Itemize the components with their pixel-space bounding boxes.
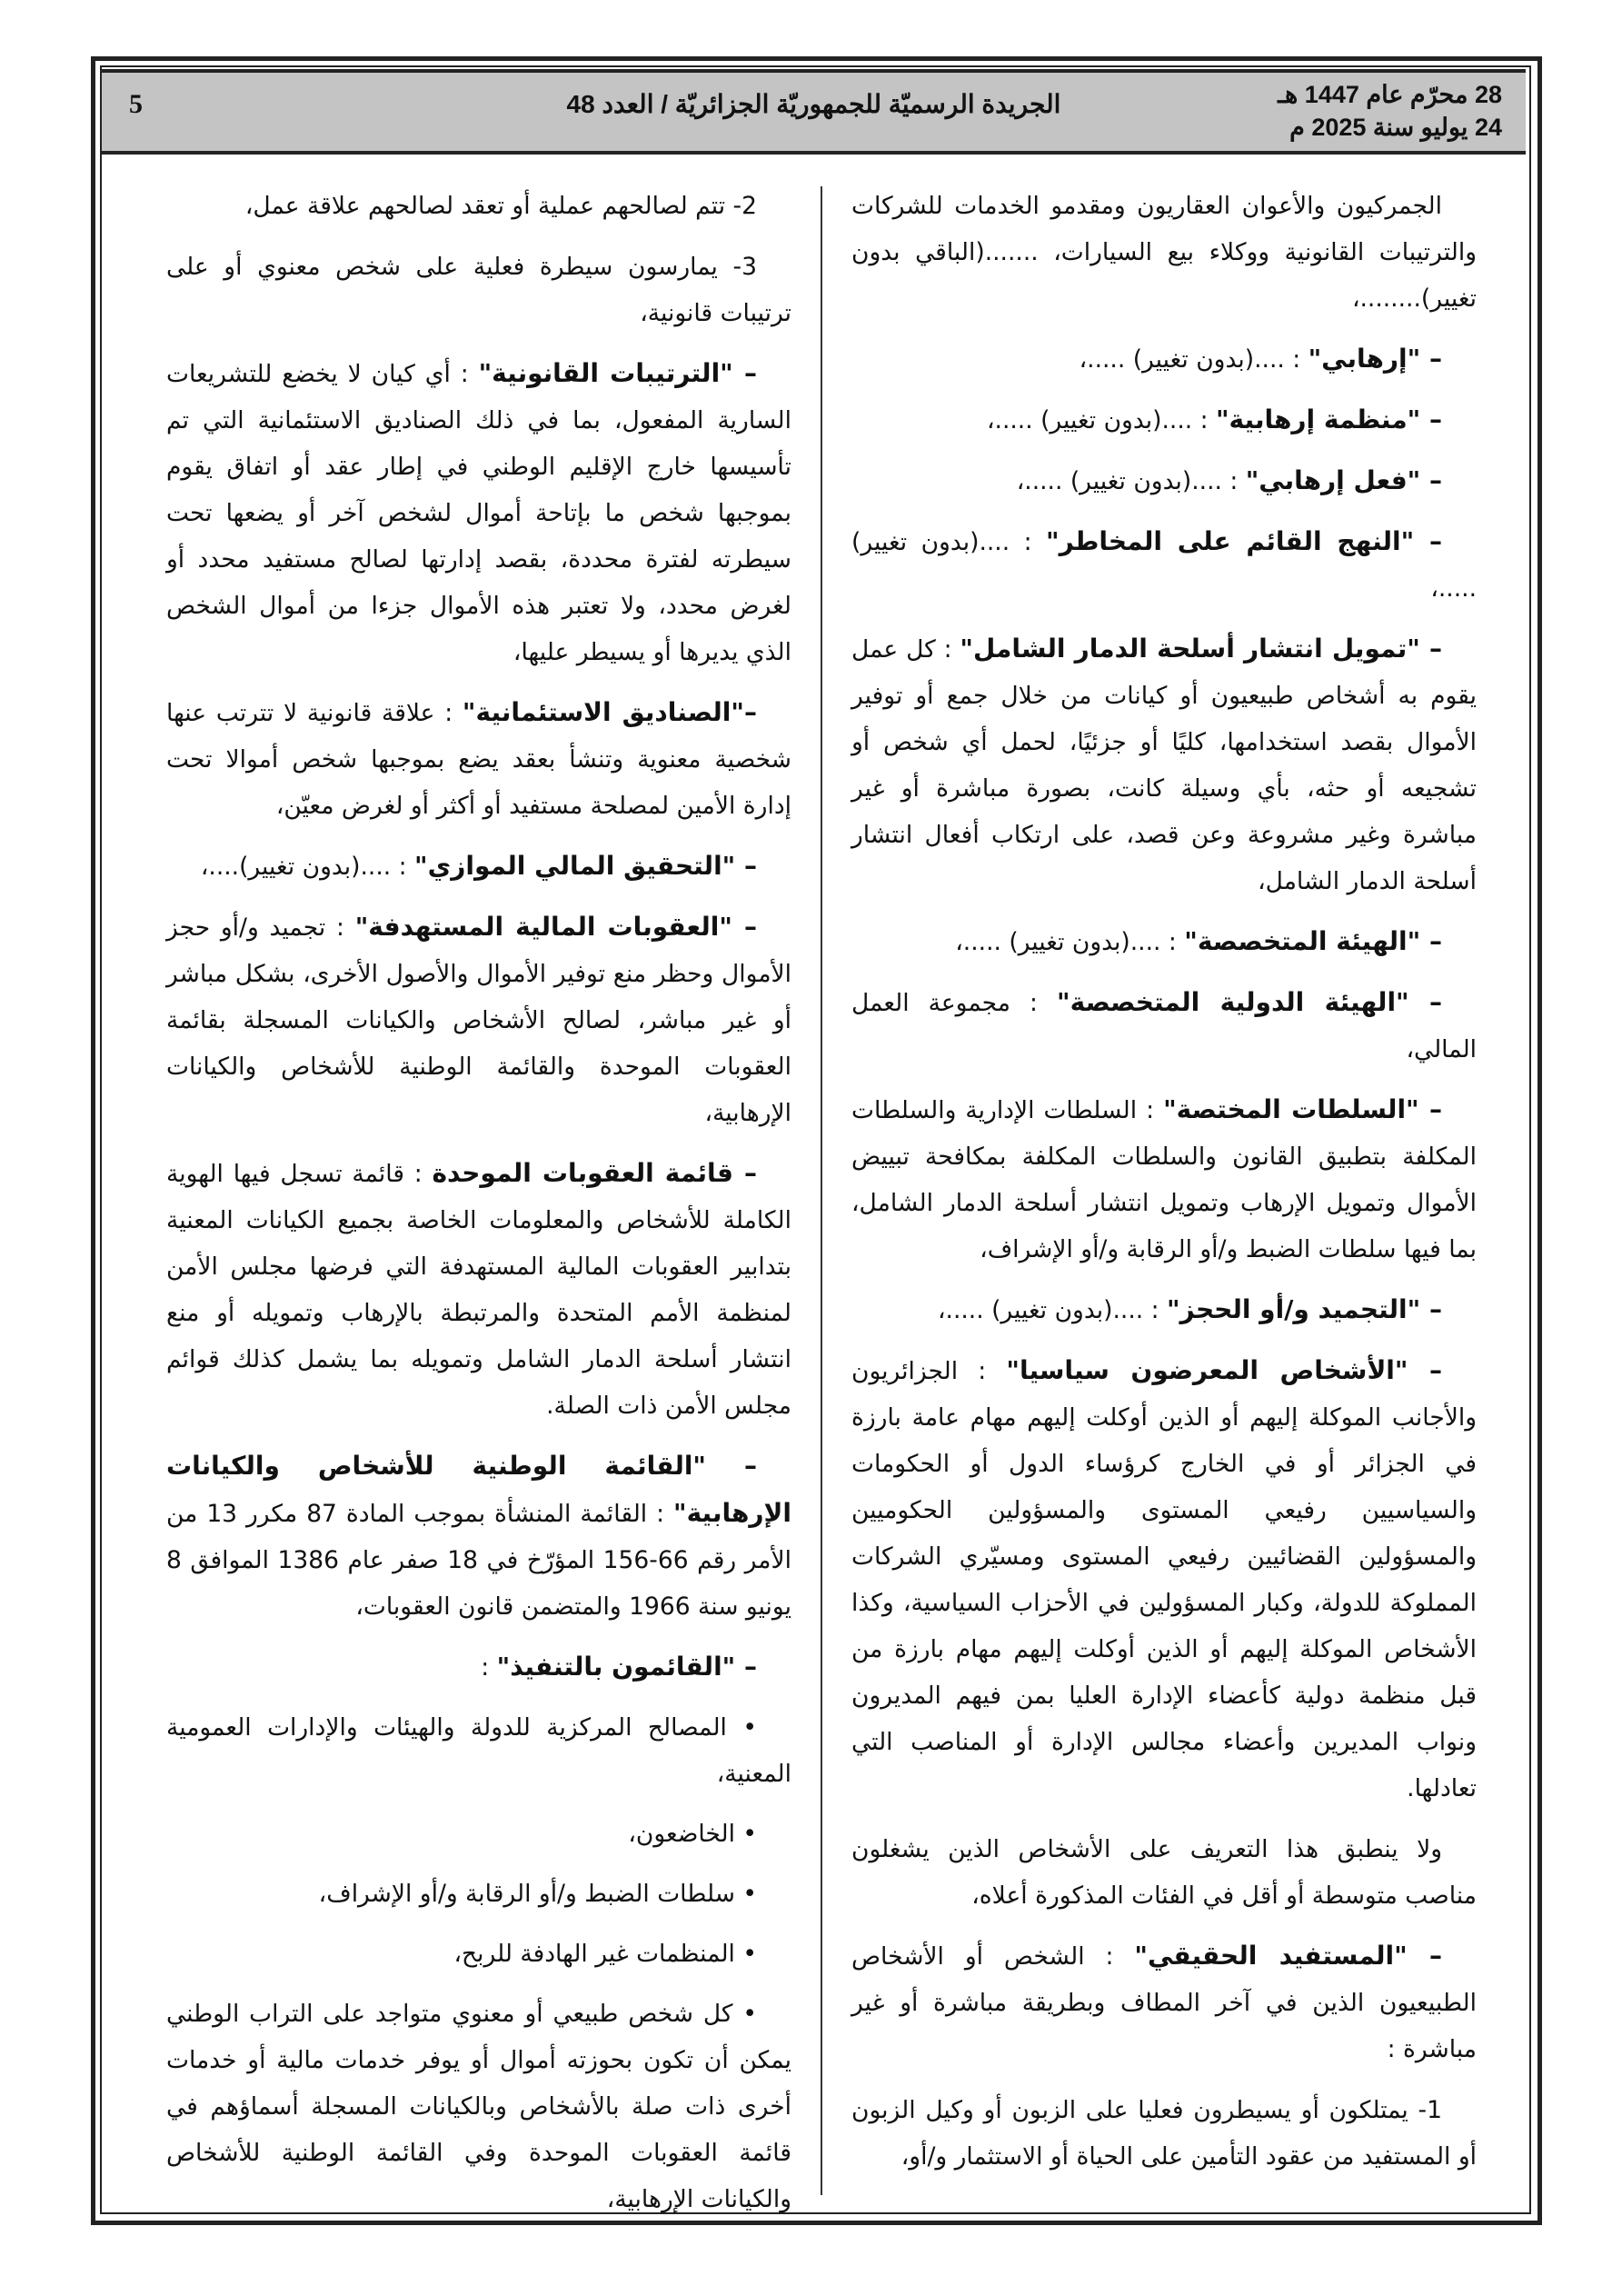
paragraph [851,457,1477,504]
paragraph [851,1286,1477,1333]
defined-term: – "تمويل انتشار أسلحة الدمار الشامل" [960,634,1442,664]
paragraph-text: : علاقة قانونية لا تترتب عنها شخصية معنوية وتنشأ بعقد يضع بموجبها شخص أموالا تحت إدارة الأمين لمصلحة مستفيد أو أكثر أو لغرض معيّن، [166,699,791,820]
paragraph [166,1442,791,1630]
paragraph [166,689,791,829]
defined-term: – قائمة العقوبات الموحدة [432,1158,758,1188]
paragraph [166,1643,791,1691]
right-column [851,182,1477,2193]
defined-term: – "العقوبات المالية المستهدفة" [354,912,758,942]
paragraph-text: 2- تتم لصالحهم عملية أو تعقد لصالحهم علاقة عمل، [244,192,757,220]
defined-term: – "القائمون بالتنفيذ" [496,1652,757,1682]
defined-term: – "القائمة الوطنية للأشخاص والكيانات الإرهابية" [166,1451,791,1528]
paragraph-text: : كل عمل يقوم به أشخاص طبيعيون أو كيانات من خلال جمع أو توفير الأموال بقصد استخدامها، كليًا أو جزئيًا، لحمل أي شخص أو تشجيعه أو حثه، بأي وسيلة كانت، بصورة مباشرة أو غير مباشرة وغير مشروعة وعن قصد، على ارتكاب أفعال انتشار أسلحة الدمار الشامل، [851,635,1477,895]
paragraph [851,335,1477,383]
defined-term: – "السلطات المختصة" [1163,1094,1442,1124]
paragraph [851,1347,1477,1812]
gazette-title: الجريدة الرسميّة للجمهوريّة الجزائريّة / العدد 48 [566,90,1061,118]
paragraph-text: : [481,1653,497,1682]
paragraph-text: : ....(بدون تغيير) .....، [851,528,1477,603]
paragraph-text: : القائمة المنشأة بموجب المادة 87 مكرر 13 من الأمر رقم 66-156 المؤرّخ في 18 صفر عام 1386 الموافق 8 يونيو سنة 1966 والمتضمن قانون العقوبات، [166,1500,791,1621]
defined-term: – "المستفيد الحقيقي" [1134,1941,1442,1971]
date-gregorian: 24 يوليو سنة 2025 م [1289,114,1502,141]
paragraph-text: : الشخص أو الأشخاص الطبيعيون الذين في آخر المطاف وبطريقة مباشرة أو غير مباشرة : [851,1942,1477,2063]
paragraph [851,1932,1477,2072]
paragraph-text: : ....(بدون تغيير) .....، [937,1296,1167,1324]
paragraph-text: : السلطات الإدارية والسلطات المكلفة بتطبيق القانون والسلطات المكلفة بمكافحة تبييض الأموال وتمويل الإرهاب وتمويل انتشار أسلحة الدمار الشامل، بما فيها سلطات الضبط و/أو الرقابة و/أو الإشراف، [851,1096,1477,1263]
paragraph [166,182,791,229]
defined-term: – "الهيئة الدولية المتخصصة" [1057,987,1443,1017]
paragraph-text: : ....(بدون تغيير) .....، [1016,467,1246,495]
paragraph-text: : قائمة تسجل فيها الهوية الكاملة للأشخاص والمعلومات الخاصة بجميع الكيانات المعنية بتدابير العقوبات المالية المستهدفة التي فرضها مجلس الأمن لمنظمة الأمم المتحدة والمرتبطة بالإرهاب وتمويله أو منع انتشار أسلحة الدمار الشامل وتمويله بما يشمل كذلك قوائم مجلس الأمن ذات الصلة. [166,1160,791,1420]
paragraph-text: : ....(بدون تغيير) .....، [1079,345,1309,374]
bullet-item: • كل شخص طبيعي أو معنوي متواجد على التراب الوطني يمكن أن تكون بحوزته أموال أو يوفر خدمات مالية أو خدمات أخرى ذات صلة بالأشخاص وبالكيانات المسجلة أسماؤهم في قائمة العقوبات الموحدة وفي القائمة الوطنية للأشخاص والكيانات الإرهابية، [166,1991,791,2222]
paragraph [166,243,791,336]
paragraph-text: : الجزائريون والأجانب الموكلة إليهم أو الذين أوكلت إليهم مهام عامة بارزة في الجزائر أو في الخارج كرؤساء الدول أو الحكومات والسياسيين رفيعي المستوى والمسؤولين الحكوميين والمسؤولين القضائيين رفيعي المستوى ومسيّري الشركات المملوكة للدولة، وكبار المسؤولين في الأحزاب السياسية، وكذا الأشخاص الموكلة إليهم أو الذين أوكلت إليهم مهام بارزة من قبل منظمة دولية كأعضاء الإدارة العليا بمن فيهم المديرون ونواب المديرين وأعضاء مجالس الإدارة أو المناصب التي تعادلها. [851,1357,1477,1802]
defined-term: – "التحقيق المالي الموازي" [413,851,757,881]
paragraph-text: : أي كيان لا يخضع للتشريعات السارية المفعول، بما في ذلك الصناديق الاستئمانية التي تم تأسيسها خارج الإقليم الوطني في إطار عقد أو اتفاق يقوم بموجبها شخص ما بإتاحة أموال لشخص آخر أو يضعها تحت سيطرته لفترة محددة، بقصد إدارتها لصالح مستفيد محدد أو لغرض محدد، ولا تعتبر هذه الأموال جزءا من أموال الشخص الذي يديرها أو يسيطر عليها، [166,360,791,666]
paragraph-text: 3- يمارسون سيطرة فعلية على شخص معنوي أو على ترتيبات قانونية، [166,253,791,327]
defined-term: – "الأشخاص المعرضون سياسيا" [1006,1355,1442,1385]
defined-term: – "التجميد و/أو الحجز" [1166,1294,1442,1324]
bullet-item: • المنظمات غير الهادفة للربح، [166,1931,791,1977]
bullet-item: • الخاضعون، [166,1811,791,1857]
paragraph [851,2086,1477,2180]
paragraph [851,1086,1477,1273]
defined-term: – "منظمة إرهابية" [1215,404,1442,434]
paragraph-text: 1- يمتلكون أو يسيطرون فعليا على الزبون أو وكيل الزبون أو المستفيد من عقود التأمين على الحياة أو الاستثمار و/أو، [851,2096,1477,2171]
defined-term: –"الصناديق الاستئمانية" [462,697,757,727]
paragraph [166,843,791,890]
paragraph-text: ولا ينطبق هذا التعريف على الأشخاص الذين يشغلون مناصب متوسطة أو أقل في الفئات المذكورة أعلاه، [851,1835,1477,1910]
defined-term: – "إرهابي" [1308,344,1442,374]
bullet-item: • المصالح المركزية للدولة والهيئات والإدارات العمومية المعنية، [166,1704,791,1797]
column-divider [821,186,822,2195]
paragraph [851,182,1477,322]
paragraph [166,903,791,1136]
defined-term: – "الهيئة المتخصصة" [1184,926,1442,956]
page-header [102,69,1526,155]
paragraph [851,918,1477,965]
paragraph [166,350,791,675]
paragraph [851,625,1477,904]
defined-term: – "الترتيبات القانونية" [478,358,757,388]
defined-term: – "فعل إرهابي" [1245,465,1442,495]
paragraph [851,518,1477,612]
paragraph [851,979,1477,1073]
paragraph [166,1150,791,1429]
date-hijri: 28 محرّم عام 1447 هـ [1278,81,1502,108]
paragraph [851,396,1477,444]
defined-term: – "النهج القائم على المخاطر" [1046,526,1443,556]
paragraph-text: : ....(بدون تغيير) .....، [955,928,1185,956]
page-number: 5 [129,89,143,119]
paragraph [851,1825,1477,1919]
paragraph-text: : ....(بدون تغيير)....، [200,853,414,881]
paragraph-text: : ....(بدون تغيير) .....، [986,406,1216,434]
paragraph-text: : تجميد و/أو حجز الأموال وحظر منع توفير الأموال والأصول الأخرى، بشكل مباشر أو غير مباشر، لصالح الأشخاص والكيانات المسجلة بقائمة العقوبات الموحدة والقائمة الوطنية للأشخاص والكيانات الإرهابية، [166,913,791,1127]
paragraph-text: : مجموعة العمل المالي، [851,989,1477,1063]
bullet-item: • سلطات الضبط و/أو الرقابة و/أو الإشراف، [166,1871,791,1917]
left-column [166,182,791,2236]
paragraph-text: الجمركيون والأعوان العقاريون ومقدمو الخدمات للشركات والترتيبات القانونية ووكلاء بيع السيارات، .......(الباقي بدون تغيير)........، [851,192,1477,313]
